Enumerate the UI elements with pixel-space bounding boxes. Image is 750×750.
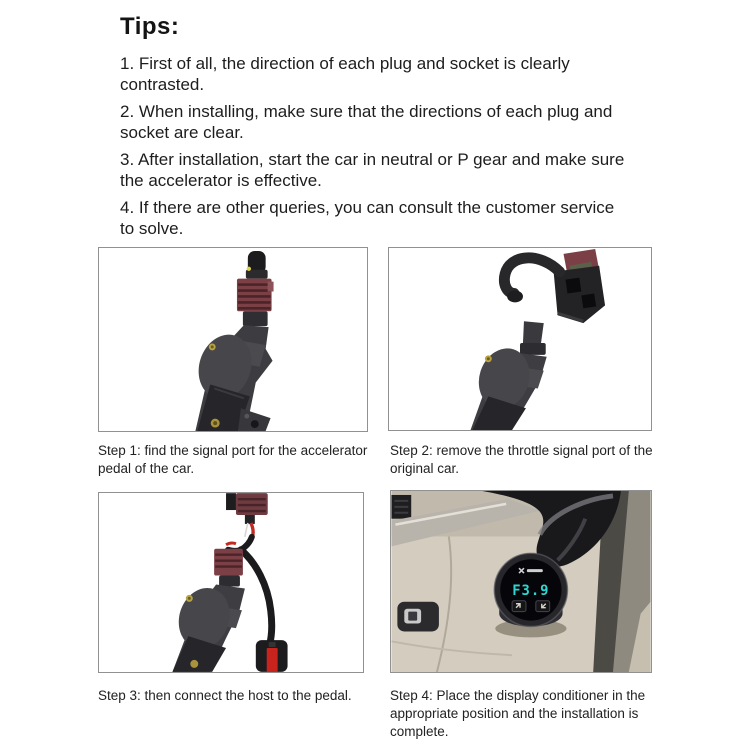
tips-heading: Tips: xyxy=(120,13,180,40)
step3-caption: Step 3: then connect the host to the pedal. xyxy=(98,688,352,703)
step4-caption: Step 4: Place the display conditioner in the appropriate position and the installation is complete. xyxy=(390,688,646,739)
pedal-body xyxy=(191,325,273,431)
tips-list xyxy=(120,53,632,245)
step3-photo-frame xyxy=(98,492,364,673)
step2-photo-frame xyxy=(388,247,652,431)
throttle-signal-port-removed-illustration xyxy=(389,248,651,430)
step1-photo-frame xyxy=(98,247,368,432)
tip-item-1: 1. First of all, the direction of each plug and socket is clearly contrasted. xyxy=(120,54,570,94)
removed-connector xyxy=(504,249,605,323)
tip-item-4: 4. If there are other queries, you can consult the customer service to solve. xyxy=(120,198,615,238)
tip-item-2: 2. When installing, make sure that the directions of each plug and socket are clear. xyxy=(120,102,613,142)
tip-item-3: 3. After installation, start the car in neutral or P gear and make sure the accelerator is effective. xyxy=(120,150,625,190)
pedal-with-connector xyxy=(171,549,245,672)
accelerator-pedal-with-signal-port-illustration xyxy=(99,248,367,431)
step2-caption: Step 2: remove the throttle signal port of the original car. xyxy=(390,443,653,476)
host-unit xyxy=(256,640,288,672)
step4-photo-frame xyxy=(390,490,652,673)
pedal-top-cap xyxy=(246,251,268,279)
throttle-display-device xyxy=(494,553,567,637)
device-display-value: F3.9 xyxy=(512,582,550,599)
pedal-body xyxy=(471,321,547,430)
host-connected-to-pedal-illustration xyxy=(99,493,363,672)
signal-port-connector xyxy=(237,279,274,326)
step1-caption: Step 1: find the signal port for the accelerator pedal of the car. xyxy=(98,443,368,476)
display-mounted-in-car-illustration xyxy=(391,491,651,672)
